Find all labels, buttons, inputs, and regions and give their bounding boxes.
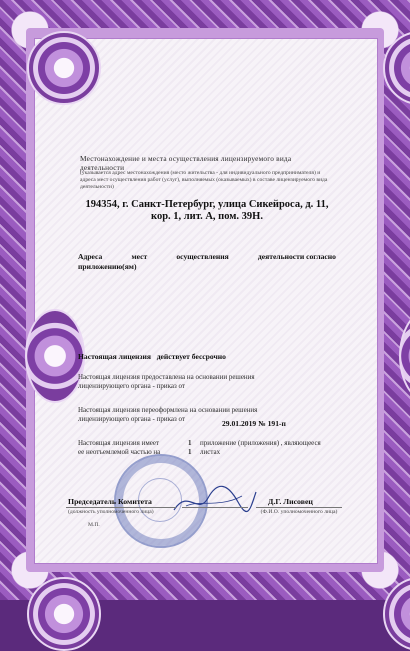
signer-note: (Ф.И.О. уполномоченного лица) (260, 509, 338, 515)
location-heading: Местонахождение и места осуществления лицензируемого вида деятельности (80, 154, 292, 172)
activity-places-label (78, 252, 336, 272)
reissue-line-1: Настоящая лицензия переоформлена на основании решения (78, 406, 258, 414)
annex-sheets: 1 (188, 448, 192, 456)
signatory-name: Д.Г. Лисовец (268, 497, 313, 506)
annex-left-2: ее неотъемлемой частью на (78, 448, 161, 456)
basis-line-1: Настоящая лицензия предоставлена на основании решения (78, 373, 255, 381)
annex-count: 1 (188, 439, 192, 447)
signer-underline (256, 507, 342, 508)
validity-line (78, 352, 336, 361)
validity-label: Настоящая лицензия (78, 352, 151, 361)
signature-underline (182, 507, 248, 508)
seal-place: М.П. (88, 522, 100, 528)
places-word-3: осуществления (176, 252, 229, 261)
places-word-4: деятельности согласно (257, 252, 336, 261)
places-word-1: Адреса (78, 252, 103, 261)
signatory-position: Председатель Комитета (68, 497, 152, 506)
reissue-line-2: лицензирующего органа - приказ от (78, 415, 185, 423)
validity-value: действует бессрочно (156, 352, 226, 361)
places-line-2: приложению(ям) (78, 262, 137, 271)
annex-right-2: листах (200, 448, 221, 456)
annex-numbers (188, 439, 196, 457)
address-line-2: кор. 1, лит. А, пом. 39Н. (151, 211, 263, 222)
signature-icon (168, 480, 258, 520)
address-line-1: 194354, г. Санкт-Петербург, улица Сикейроса, д. 11, (85, 199, 329, 210)
position-underline (66, 507, 176, 508)
basis-line (78, 373, 278, 391)
location-note: (указывается адрес местонахождения (место жительства - для индивидуального предпринимателя) и адреса мест осуществления работ (услуг), выполняемых (оказываемых) в составе лицензируемого вида деятельности) (80, 170, 328, 190)
activity-places-row (78, 252, 336, 262)
corner-ornament-icon (27, 31, 101, 105)
license-address (72, 199, 342, 223)
places-word-2: мест (131, 252, 148, 261)
annex-right (200, 439, 336, 457)
annex-left-1: Настоящая лицензия имеет (78, 439, 160, 447)
position-note: (должность уполномоченного лица) (68, 509, 154, 515)
annex-right-1: приложение (приложения) , являющееся (200, 439, 321, 447)
corner-ornament-icon (27, 577, 101, 651)
reissue-order: 29.01.2019 № 191-п (222, 419, 286, 428)
side-ornament-icon (25, 309, 85, 403)
basis-line-2: лицензирующего органа - приказ от (78, 382, 185, 390)
